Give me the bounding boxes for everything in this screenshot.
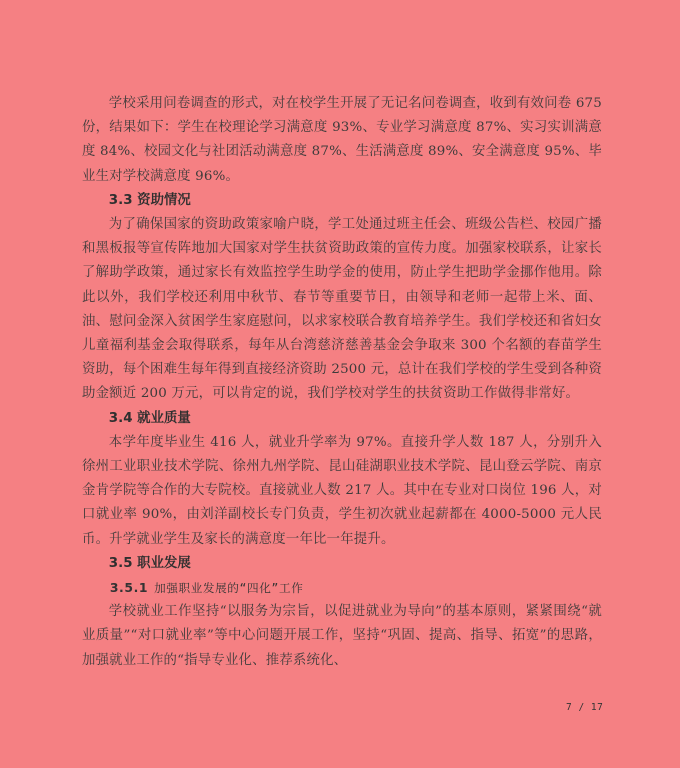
section-heading-aid: 3.3 资助情况 <box>108 192 191 208</box>
subsection-number: 3.5.1 <box>109 580 149 596</box>
survey-paragraph: 学校采用问卷调查的形式，对在校学生开展了无记名问卷调查，收到有效问卷 675 份，结果如下：学生在校理论学习满意度 93%、专业学习满意度 87%、实习实训满意度 84%、校园文化与社团活动满意度 87%、生活满意度 89%、安全满意度 95%、毕业生对学校满意度 96%。 <box>82 96 602 184</box>
career-paragraph: 学校就业工作坚持“以服务为宗旨，以促进就业为导向”的基本原则，紧紧围绕“就业质量”“对口就业率”等中心问题开展工作，坚持“巩固、提高、指导、拓宽”的思路，加强就业工作的“指导专业化、推荐系统化、 <box>82 604 602 668</box>
aid-paragraph: 为了确保国家的资助政策家喻户晓，学工处通过班主任会、班级公告栏、校园广播和黑板报等宣传阵地加大国家对学生扶贫资助政策的宣传力度。加强家校联系，让家长了解助学政策，通过家长有效监控学生助学金的使用，防止学生把助学金挪作他用。除此以外，我们学校还利用中秋节、春节等重要节日，由领导和老师一起带上米、面、油、慰问金深入贫困学生家庭慰问，以求家校联合教育培养学生。我们学校还和省妇女儿童福利基金会取得联系，每年从台湾慈济慈善基金会争取来 300 个名额的春苗学生资助，每个困难生每年得到直接经济资助 2500 元，总计在我们学校的学生受到各种资助金额近 200 万元，可以肯定的说，我们学校对学生的扶贫资助工作做得非常好。 <box>82 217 602 402</box>
page-number: 7 / 17 <box>566 702 604 713</box>
subsection-heading-career <box>82 576 602 600</box>
section-heading-career: 3.5 职业发展 <box>108 555 191 571</box>
employment-paragraph: 本学年度毕业生 416 人，就业升学率为 97%。直接升学人数 187 人，分别升入徐州工业职业技术学院、徐州九州学院、昆山硅湖职业技术学院、昆山登云学院、南京金肯学院等合作的大专院校。直接就业人数 217 人。其中在专业对口岗位 196 人，对口就业率 90%，由刘洋副校长专门负责，学生初次就业起薪都在 4000-5000 元人民币。升学就业学生及家长的满意度一年比一年提升。 <box>82 434 602 547</box>
subsection-title: 加强职业发展的“四化”工作 <box>154 581 304 596</box>
section-heading-employment: 3.4 就业质量 <box>108 410 191 426</box>
page-content <box>82 92 602 673</box>
